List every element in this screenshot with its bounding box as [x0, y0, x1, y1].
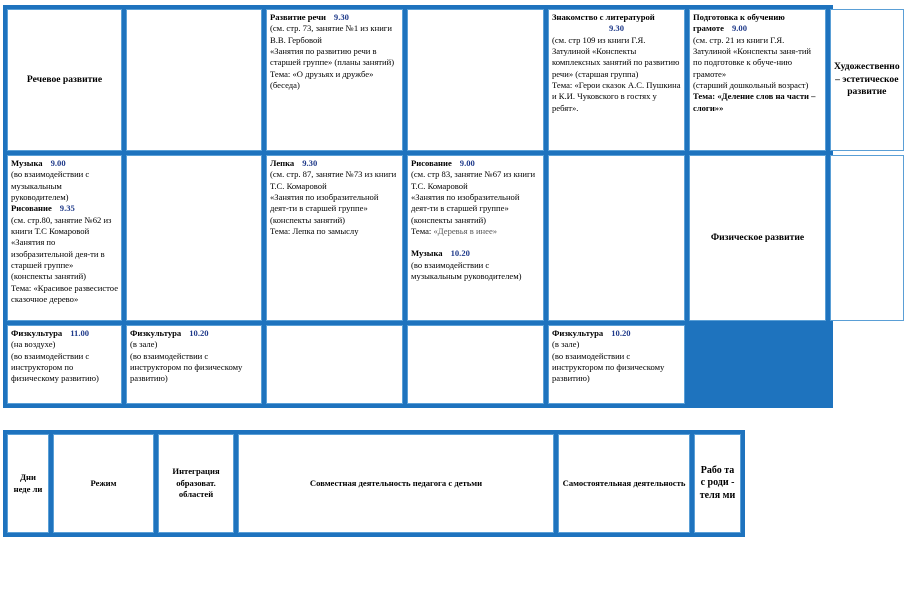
activity-time: 9.00 [50, 158, 66, 168]
activity-time: 10.20 [189, 328, 209, 338]
activity-title: Знакомство с литературой [552, 12, 655, 22]
schedule-cell [7, 155, 122, 321]
row-header-speech: Речевое развитие [7, 9, 122, 151]
schedule-cell [548, 9, 685, 151]
schedule-cell [407, 9, 544, 151]
activity-title: Физкультура [11, 328, 63, 338]
header-regime: Режим [53, 434, 154, 533]
activity-text: «Занятия по изобразительной дея-ти в старшей группе» [11, 237, 105, 271]
activity-text: «Занятия по изобразительной деят-ти в старшей группе» [411, 192, 520, 214]
activity-theme: Тема: «Деление слов на части – слоги»» [693, 91, 816, 113]
activity-theme-label: Тема: [411, 226, 432, 237]
schedule-cell [7, 325, 122, 404]
activity-theme: «Деревья в инее» [433, 226, 498, 237]
activity-text: (см. стр. 87, занятие №73 из книги Т.С. Комаровой [270, 169, 397, 191]
activity-title: Рисование [411, 158, 452, 168]
activity-text: (старший дошкольный возраст) [693, 80, 809, 91]
activity-text: (в зале) [552, 339, 580, 350]
activity-text: (во взаимодействии с инструктором по физическому развитию) [130, 350, 243, 384]
header-independent-activity: Самостоятельная деятельность [558, 434, 690, 533]
header-days: Дни неде ли [7, 434, 49, 533]
activity-text: (см. стр 83, занятие №67 из книги Т.С. Комаровой [411, 169, 536, 191]
activity-text: «Занятия по изобразительной деят-ти в старшей группе» [270, 192, 379, 214]
activity-text: «Занятия по развитию речи в старшей группе» (планы занятий) [270, 46, 395, 68]
schedule-cell [266, 155, 403, 321]
schedule-cell [266, 9, 403, 151]
activity-text: (см. стр.80, занятие №62 из книги Т.С Комаровой [11, 214, 112, 237]
activity-title: Музыка [411, 248, 443, 259]
activity-text: (во взаимодействии с музыкальным руководителем) [411, 259, 522, 282]
plan-header-table [3, 430, 745, 537]
activity-title: Лепка [270, 158, 295, 168]
activity-time: 10.20 [611, 328, 631, 338]
activity-time: 11.00 [70, 328, 90, 338]
schedule-cell [126, 9, 262, 151]
row-header-physical: Физическое развитие [689, 155, 826, 321]
activity-text: (конспекты занятий) [270, 214, 346, 225]
activity-text: (во взаимодействии с музыкальным руководителем) [11, 169, 90, 203]
activity-time: 10.20 [450, 248, 470, 259]
row-header-art: Художественно – эстетическое развитие [830, 9, 904, 151]
activity-title: Подготовка к обучению грамоте [693, 12, 785, 34]
activity-title: Развитие речи [270, 12, 326, 22]
activity-title: Физкультура [130, 328, 182, 338]
schedule-cell [548, 325, 685, 404]
schedule-cell [689, 9, 826, 151]
schedule-cell [407, 155, 544, 321]
schedule-table [3, 5, 900, 408]
activity-text: (см. стр. 21 из книги Г.Я. Затулиной «Конспекты заня-тий по подготовке к обуче-нию грамоте» [693, 34, 812, 79]
activity-text: (конспекты занятий) [411, 214, 487, 225]
activity-time: 9.30 [333, 12, 349, 22]
activity-text: Тема: «Красивое развесистое сказочное дерево» [11, 282, 119, 305]
activity-title: Физкультура [552, 328, 604, 338]
schedule-cell [407, 325, 544, 404]
activity-time: 9.35 [59, 203, 75, 214]
activity-text: Тема: Лепка по замыслу [270, 226, 359, 237]
schedule-cell [126, 325, 262, 404]
activity-text: (конспекты занятий) [11, 271, 87, 282]
activity-text: (см. стр. 73, занятие №1 из книги В.В. Гербовой [270, 23, 392, 45]
activity-text: (во взаимодействии с инструктором по физическому развитию) [11, 350, 99, 384]
activity-text: (см. стр 109 из книги Г.Я. Затулиной «Конспекты комплексных занятий по развитию речи» (старшая группа) [552, 34, 680, 79]
activity-text: (в зале) [130, 339, 158, 350]
activity-text: (во взаимодействии с инструктором по физическому развитию) [552, 350, 665, 384]
header-parents-work: Рабо та с роди - теля ми [694, 434, 741, 533]
activity-text: Тема: «Герои сказок А.С. Пушкина и К.И. Чуковского в гостях у ребят». [552, 80, 681, 113]
schedule-cell [548, 155, 685, 321]
header-integration: Интеграция образоват. областей [158, 434, 234, 533]
schedule-cell [266, 325, 403, 404]
schedule-cell [126, 155, 262, 321]
activity-time: 9.30 [302, 158, 318, 168]
activity-title: Рисование [11, 203, 52, 214]
activity-time: 9.30 [608, 23, 625, 34]
header-joint-activity: Совместная деятельность педагога с детьми [238, 434, 554, 533]
schedule-cell [830, 155, 904, 321]
activity-time: 9.00 [731, 23, 747, 34]
activity-time: 9.00 [459, 158, 475, 168]
activity-title: Музыка [11, 158, 43, 168]
activity-text: Тема: «О друзьях и дружбе» (беседа) [270, 68, 374, 91]
activity-text: (на воздухе) [11, 339, 56, 350]
